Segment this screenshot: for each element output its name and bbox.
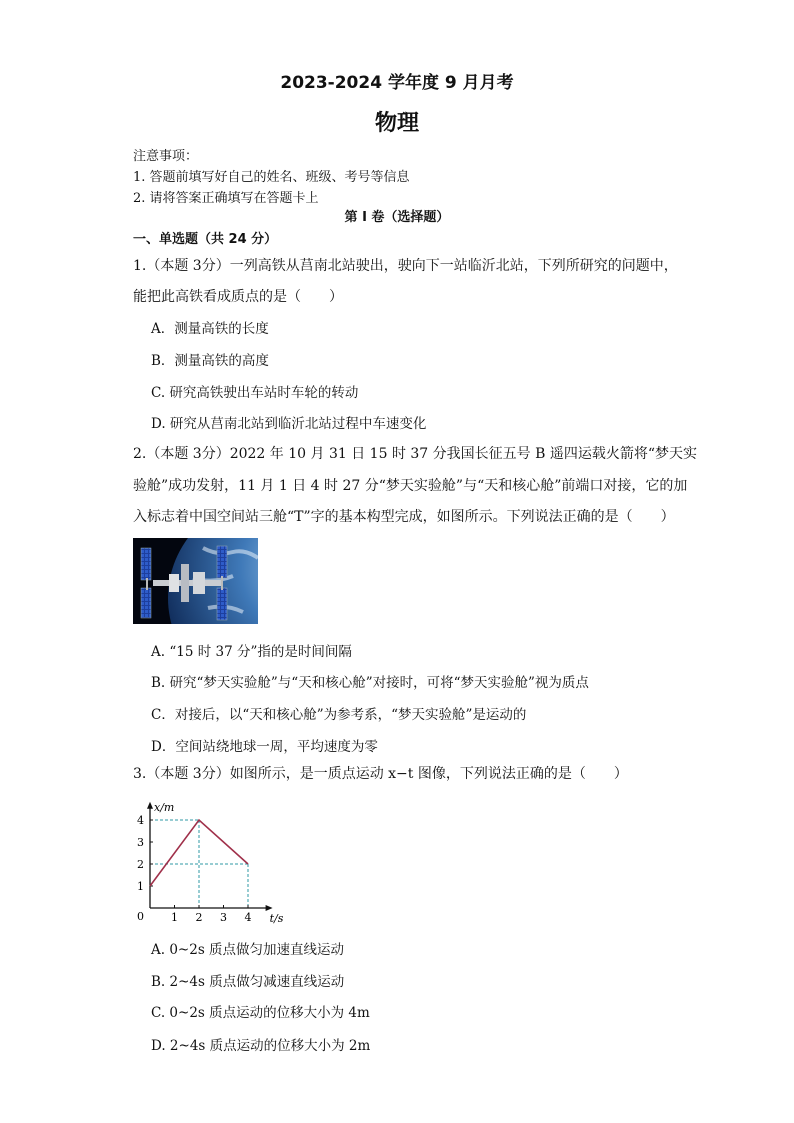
y-axis-label: x/m (154, 800, 175, 814)
q3-option-c: C. 0~2s 质点运动的位移大小为 4m (151, 1005, 370, 1021)
q3-line-1: 3.（本题 3分）如图所示，是一质点运动 x−t 图像，下列说法正确的是（ ） (133, 766, 628, 782)
q3-option-a: A. 0~2s 质点做匀加速直线运动 (151, 942, 345, 958)
y-tick-label-2: 2 (137, 858, 144, 871)
space-station-photo (133, 538, 258, 624)
x-axis-label: t/s (269, 912, 284, 925)
q1-option-b: B．测量高铁的高度 (151, 353, 269, 369)
q1-option-d: D. 研究从莒南北站到临沂北站过程中车速变化 (151, 416, 427, 432)
section-title: 一、单选题（共 24 分） (133, 232, 278, 247)
x-tick-label-4: 4 (244, 911, 252, 924)
notes-item-1: 1. 答题前填写好自己的姓名、班级、考号等信息 (133, 170, 410, 185)
x-tick-label-3: 3 (220, 911, 227, 924)
q2-line-3: 入标志着中国空间站三舱“T”字的基本构型完成，如图所示。下列说法正确的是（ ） (133, 509, 675, 525)
space-station-illustration (133, 538, 258, 624)
origin-label: 0 (137, 910, 144, 923)
q3-option-b: B. 2~4s 质点做匀减速直线运动 (151, 974, 345, 990)
y-axis-arrow (147, 802, 153, 809)
y-tick-label-1: 1 (137, 880, 144, 893)
part-title: 第 I 卷（选择题） (344, 210, 450, 225)
subject-title: 物理 (374, 111, 419, 136)
y-tick-label-3: 3 (137, 836, 144, 849)
q1-option-c: C. 研究高铁驶出车站时车轮的转动 (151, 385, 359, 401)
q2-option-a: A. “15 时 37 分”指的是时间间隔 (151, 644, 352, 660)
q1-option-a: A．测量高铁的长度 (151, 321, 269, 337)
y-tick-label-4: 4 (137, 814, 144, 827)
q1-line-1: 1.（本题 3分）一列高铁从莒南北站驶出，驶向下一站临沂北站，下列所研究的问题中， (133, 258, 678, 274)
x-tick-label-1: 1 (171, 911, 178, 924)
x-tick-label-2: 2 (195, 911, 203, 924)
q2-option-d: D．空间站绕地球一周，平均速度为零 (151, 739, 378, 755)
q1-line-2: 能把此高铁看成质点的是（ ） (133, 289, 343, 305)
q3-option-d: D. 2~4s 质点运动的位移大小为 2m (151, 1038, 371, 1054)
q2-option-c: C．对接后，以“天和核心舱”为参考系，“梦天实验舱”是运动的 (151, 707, 527, 723)
q2-line-1: 2.（本题 3分）2022 年 10 月 31 日 15 时 37 分我国长征五号 B 遥四运载火箭将“梦天实 (133, 446, 697, 462)
x-axis-arrow (266, 905, 273, 911)
x-t-graph (136, 790, 286, 925)
q2-line-2: 验舱”成功发射，11 月 1 日 4 时 27 分“梦天实验舱”与“天和核心舱”前端口对接，它的加 (133, 478, 688, 494)
notes-item-2: 2. 请将答案正确填写在答题卡上 (133, 191, 319, 206)
exam-title: 2023-2024 学年度 9 月月考 (280, 73, 514, 93)
notes-heading: 注意事项： (133, 149, 199, 164)
q2-option-b: B. 研究“梦天实验舱”与“天和核心舱”对接时，可将“梦天实验舱”视为质点 (151, 675, 589, 691)
